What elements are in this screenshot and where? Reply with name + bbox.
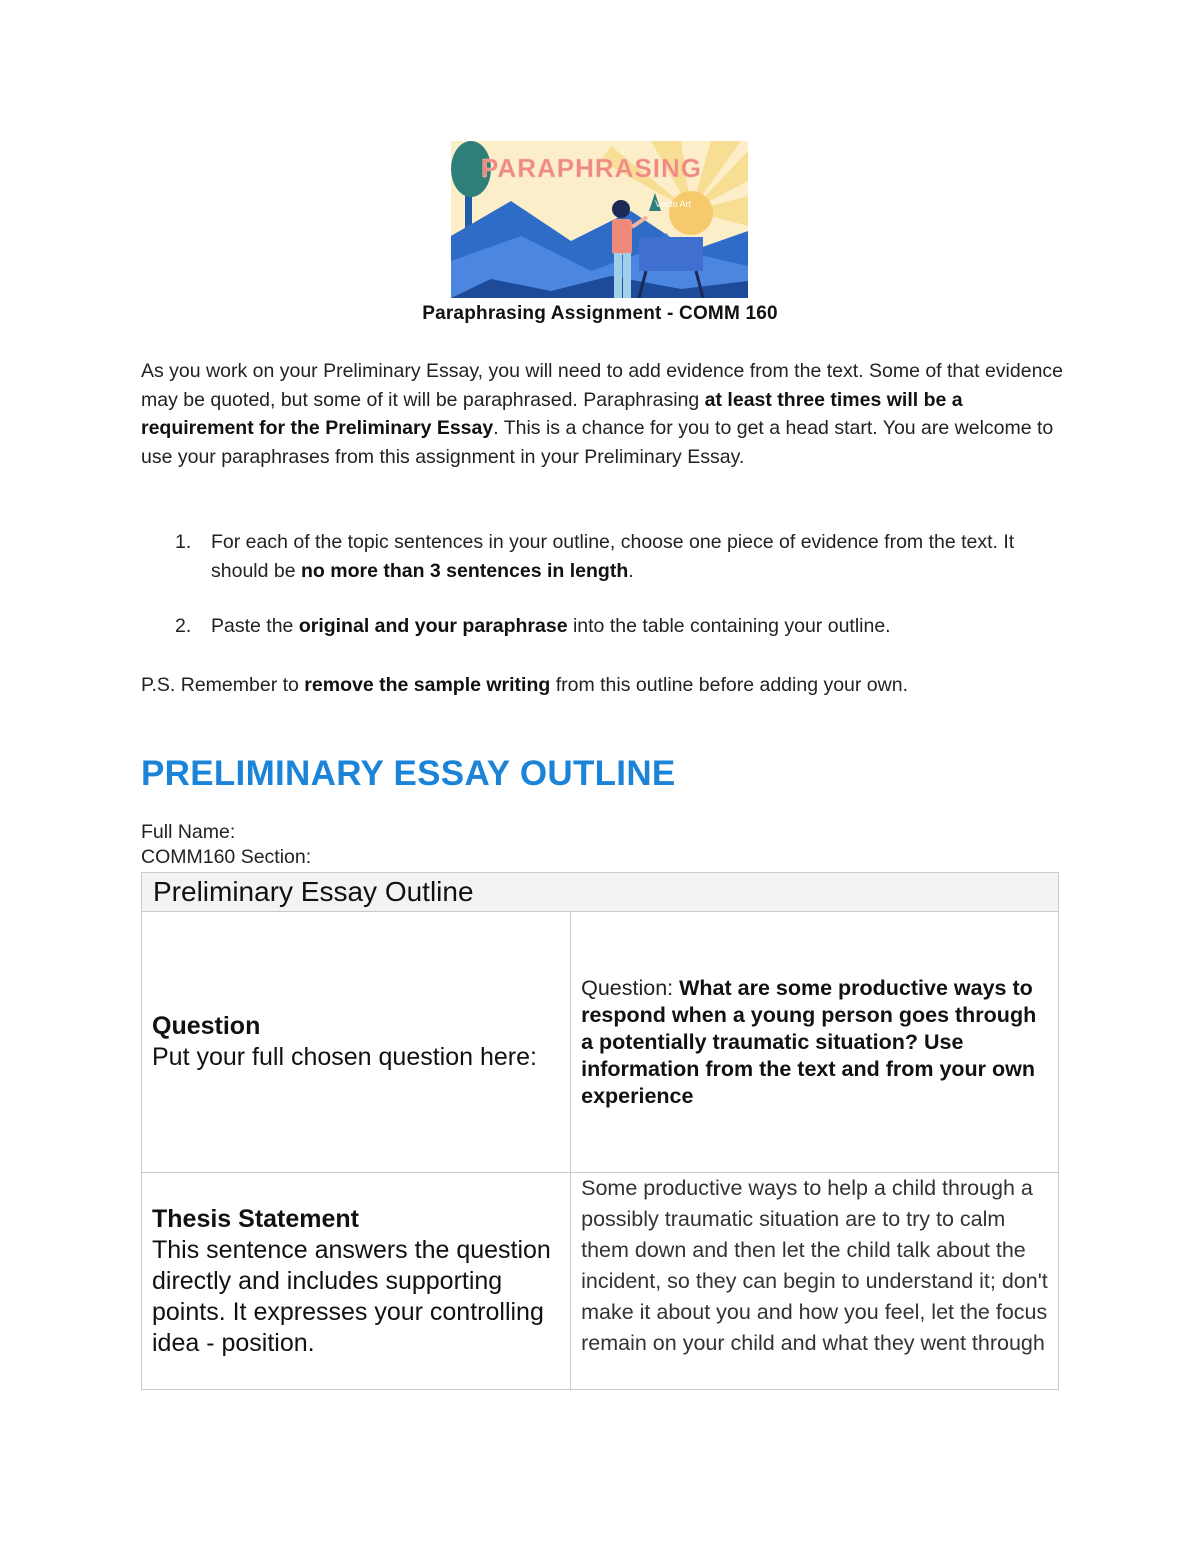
banner-subtitle: Vecto Art xyxy=(655,199,692,209)
outline-heading: PRELIMINARY ESSAY OUTLINE xyxy=(141,754,676,793)
question-text: What are some productive ways to respond when a young person goes through a potentially traumatic situation? Use information from the text and from your own experience xyxy=(581,975,1037,1108)
paraphrasing-banner-image xyxy=(451,141,748,298)
postscript-note xyxy=(141,671,1066,700)
thesis-label: Thesis Statement xyxy=(152,1204,360,1233)
question-answer-cell[interactable] xyxy=(571,912,1059,1173)
question-prefix: Question: xyxy=(581,975,680,1000)
question-description: Put your full chosen question here: xyxy=(152,1043,537,1071)
step-text-end: . xyxy=(628,559,634,582)
step-text-end: into the table containing your outline. xyxy=(567,615,891,638)
thesis-description: This sentence answers the question directly and includes supporting points. It expresses your controlling idea - position. xyxy=(152,1235,551,1357)
ps-text-end: from this outline before adding your own. xyxy=(550,674,908,696)
ps-text: P.S. Remember to xyxy=(141,674,305,696)
intro-text-2: . This is a chance for you to get a head start. You are welcome to use your paraphrases from this assignment in your Preliminary Essay. xyxy=(141,417,1054,469)
question-label: Question xyxy=(152,1012,261,1040)
outline-table xyxy=(141,872,1059,1390)
step-bold-text: no more than 3 sentences in length xyxy=(301,559,629,582)
step-text: Paste the xyxy=(211,615,299,638)
thesis-answer-cell[interactable]: Some productive ways to help a child through a possibly traumatic situation are to try to calm them down and then let the child talk about the incident, so they can begin to understand it; don't make it about you and how you feel, let the focus remain on your child and what they went through xyxy=(571,1173,1059,1390)
list-item xyxy=(141,612,1066,641)
step-text: For each of the topic sentences in your outline, choose one piece of evidence from the text. It should be xyxy=(211,531,1015,582)
list-item xyxy=(141,528,1066,585)
document-title: Paraphrasing Assignment - COMM 160 xyxy=(422,303,778,324)
instructions-list xyxy=(141,528,1066,668)
table-header: Preliminary Essay Outline xyxy=(142,873,1059,912)
question-label-cell xyxy=(142,912,571,1173)
section-label: COMM160 Section: xyxy=(141,846,312,868)
table-row xyxy=(142,1173,1059,1390)
table-header-row xyxy=(142,873,1059,912)
full-name-label: Full Name: xyxy=(141,821,236,843)
thesis-label-cell xyxy=(142,1173,571,1390)
intro-text-1: As you work on your Preliminary Essay, you will need to add evidence from the text. Some of that evidence may be quoted, but some of it will be paraphrased. Paraphrasing xyxy=(141,360,1064,411)
intro-bold-requirement: at least three times will be a requirement for the Preliminary Essay xyxy=(141,388,963,440)
list-item-number: 2. xyxy=(175,615,192,638)
step-bold-text: original and your paraphrase xyxy=(298,615,568,638)
intro-paragraph xyxy=(141,357,1066,472)
table-row xyxy=(142,912,1059,1173)
banner-title: PARAPHRASING xyxy=(481,153,702,183)
ps-bold-text: remove the sample writing xyxy=(304,674,551,696)
list-item-number: 1. xyxy=(175,531,192,553)
